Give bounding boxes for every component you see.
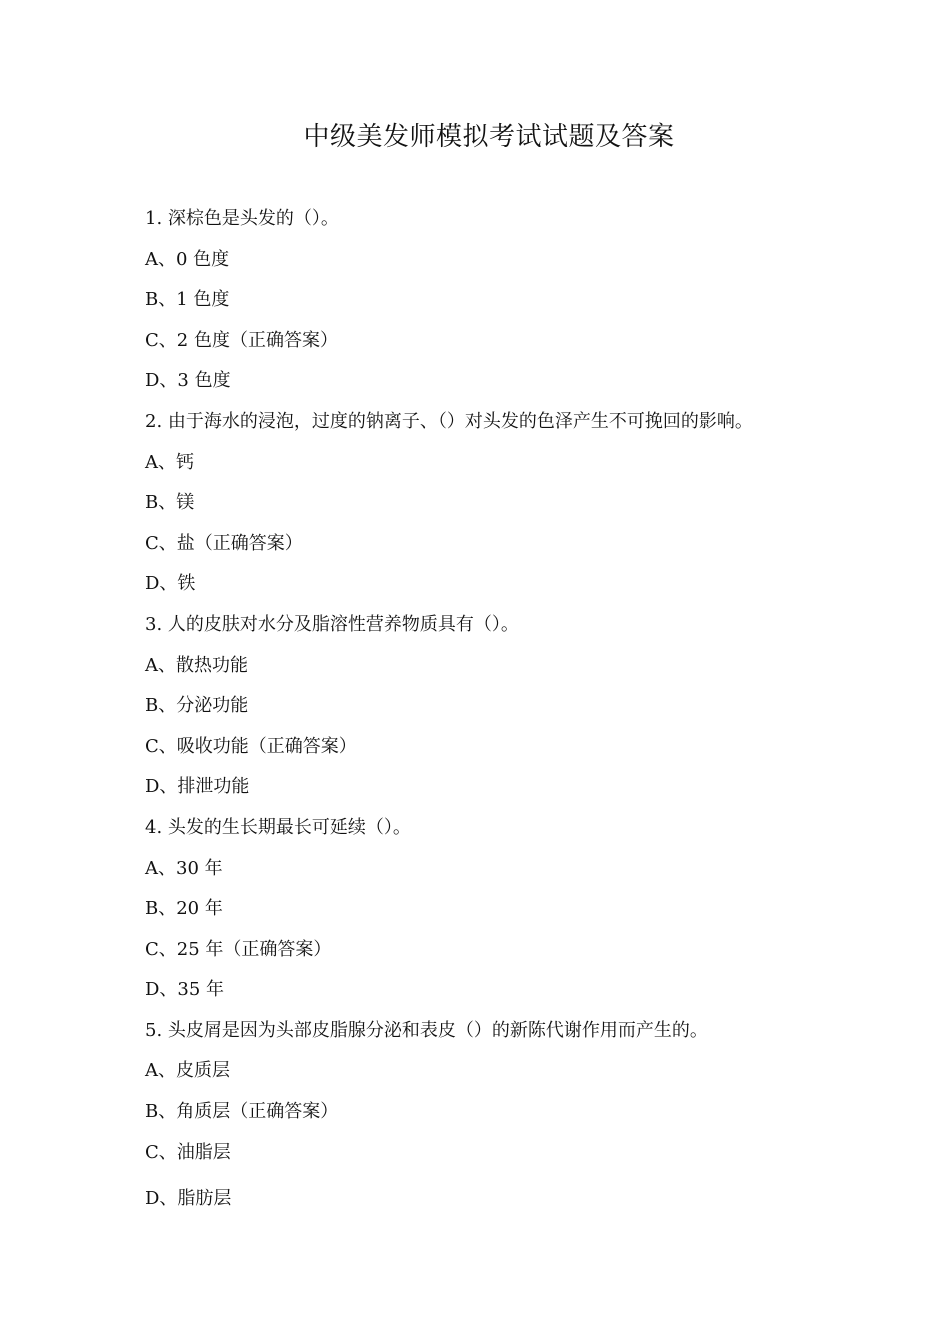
question-1-option-a: A、0 色度 [145,248,230,270]
question-5-option-b: B、角质层（正确答案） [145,1101,339,1123]
question-3-option-a: A、散热功能 [145,654,248,676]
question-5-option-d: D、脂肪层 [145,1188,232,1210]
question-4-option-a: A、30 年 [145,857,223,879]
question-5-option-a: A、皮质层 [145,1060,230,1082]
question-1-option-b: B、1 色度 [145,289,230,311]
question-1-text: 1. 深棕色是头发的（）。 [145,208,339,229]
document-title: 中级美发师模拟考试试题及答案 [303,122,675,152]
question-3-option-d: D、排泄功能 [145,776,250,798]
question-list [145,199,925,1220]
question-2-option-b: B、镁 [145,492,195,514]
question-2-text: 2. 由于海水的浸泡，过度的钠离子、（）对头发的色泽产生不可挽回的影响。 [145,410,753,432]
question-4-option-b: B、20 年 [145,898,223,920]
question-3-option-c: C、吸收功能（正确答案） [145,735,357,757]
question-1-option-c: C、2 色度（正确答案） [145,329,338,351]
question-4-option-d: D、35 年 [145,979,225,1001]
question-5-text: 5. 头皮屑是因为头部皮脂腺分泌和表皮（）的新陈代谢作用而产生的。 [145,1019,708,1041]
question-2-option-a: A、钙 [145,451,194,473]
question-5-option-c: C、油脂层 [145,1141,231,1163]
question-3-text: 3. 人的皮肤对水分及脂溶性营养物质具有（）。 [145,613,519,635]
question-2-option-d: D、铁 [145,573,196,595]
question-3-option-b: B、分泌功能 [145,695,249,717]
question-2-option-c: C、盐（正确答案） [145,532,303,554]
question-4-text: 4. 头发的生长期最长可延续（）。 [145,816,411,838]
question-1-option-d: D、3 色度 [145,370,231,392]
question-4-option-c: C、25 年（正确答案） [145,938,332,960]
